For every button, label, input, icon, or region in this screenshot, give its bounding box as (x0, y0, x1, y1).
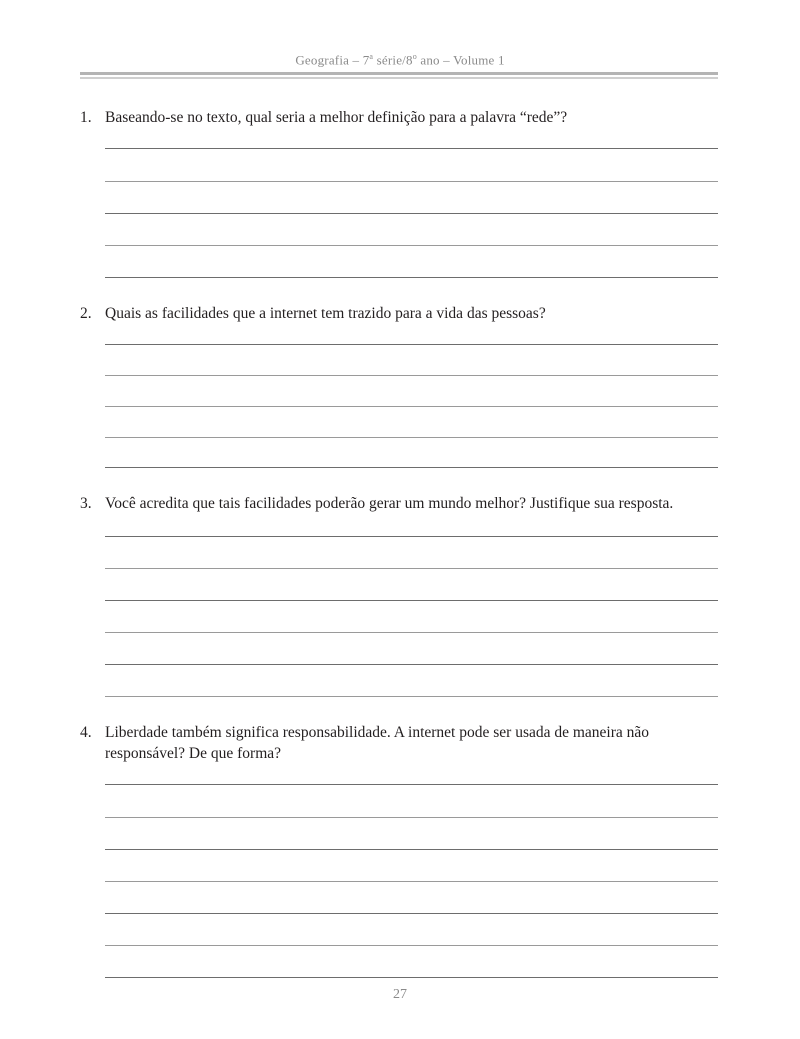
question-text: Quais as facilidades que a internet tem trazido para a vida das pessoas? (105, 305, 546, 322)
answer-line[interactable] (105, 632, 718, 633)
question-4 (80, 722, 720, 764)
header-title-part: série/8 (373, 52, 413, 68)
answer-line[interactable] (105, 600, 718, 601)
header-title-part: Geografia – 7 (295, 52, 370, 68)
question-number: 4. (80, 724, 92, 741)
header-ordinal: a (369, 52, 374, 61)
header-ordinal: o (412, 52, 417, 61)
answer-line[interactable] (105, 784, 718, 785)
answer-line[interactable] (105, 181, 718, 182)
answer-line[interactable] (105, 536, 718, 537)
header-title-part: ano – Volume 1 (416, 52, 505, 68)
answer-line[interactable] (105, 945, 718, 946)
question-number: 3. (80, 495, 92, 512)
question-3 (80, 493, 720, 514)
answer-line[interactable] (105, 213, 718, 214)
answer-line[interactable] (105, 849, 718, 850)
answer-line[interactable] (105, 406, 718, 407)
answer-line[interactable] (105, 344, 718, 345)
answer-line[interactable] (105, 881, 718, 882)
question-text: Você acredita que tais facilidades poderão gerar um mundo melhor? Justifique sua resposta. (105, 495, 674, 512)
answer-line[interactable] (105, 375, 718, 376)
answer-line[interactable] (105, 913, 718, 914)
answer-line[interactable] (105, 437, 718, 438)
answer-line[interactable] (105, 977, 718, 978)
answer-line[interactable] (105, 245, 718, 246)
answer-line[interactable] (105, 467, 718, 468)
question-2 (80, 303, 720, 324)
page-number: 27 (393, 987, 407, 1002)
answer-line[interactable] (105, 148, 718, 149)
question-text: Baseando-se no texto, qual seria a melhor definição para a palavra “rede”? (105, 109, 568, 126)
question-number: 1. (80, 109, 92, 126)
answer-line[interactable] (105, 568, 718, 569)
answer-line[interactable] (105, 696, 718, 697)
answer-line[interactable] (105, 664, 718, 665)
running-header (0, 52, 800, 68)
header-rule-bottom (80, 77, 718, 79)
answer-line[interactable] (105, 277, 718, 278)
header-rule-top (80, 72, 718, 75)
question-number: 2. (80, 305, 92, 322)
question-text: Liberdade também significa responsabilidade. A internet pode ser usada de maneira não responsável? De que forma? (105, 724, 650, 762)
question-1 (80, 107, 720, 128)
answer-line[interactable] (105, 817, 718, 818)
